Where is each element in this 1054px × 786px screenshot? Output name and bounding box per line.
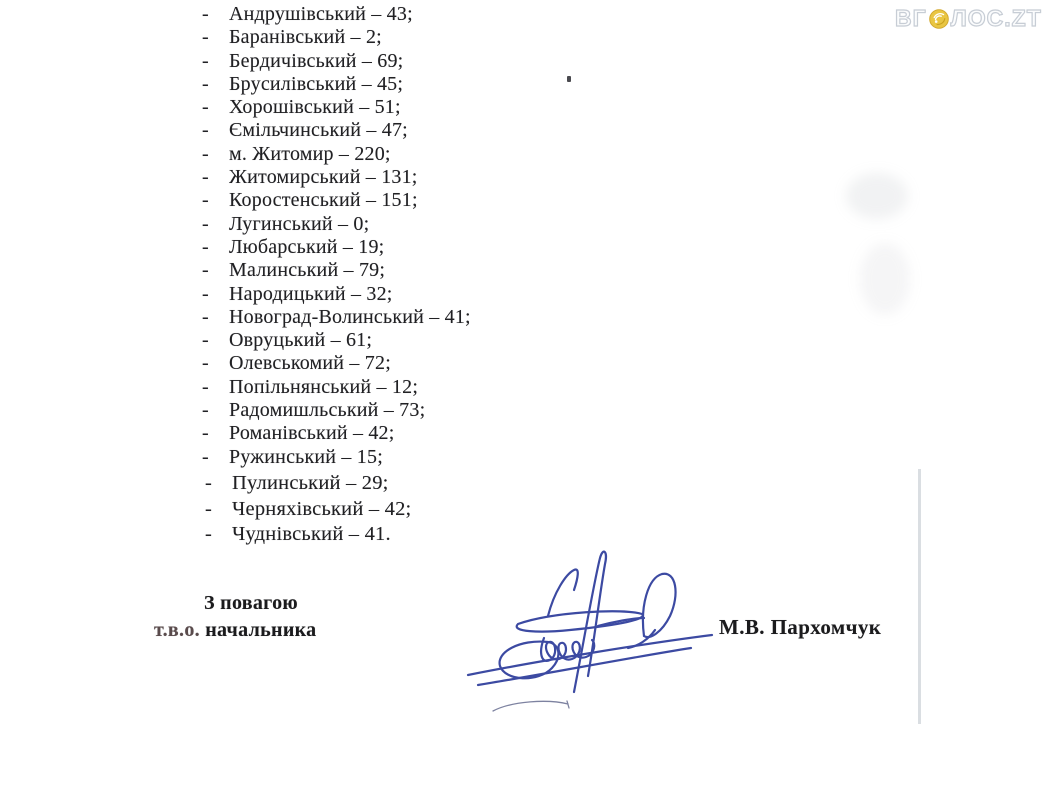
scan-smudge — [860, 243, 910, 315]
bullet-dash: - — [202, 189, 209, 212]
district-entry: Пулинський – 29; — [232, 472, 389, 494]
bullet-dash: - — [202, 445, 209, 468]
bullet-dash: - — [202, 3, 209, 25]
district-entry: Ємільчинський – 47; — [229, 119, 408, 142]
list-item — [202, 399, 471, 422]
bullet-dash: - — [202, 142, 209, 165]
watermark-prefix: ВГ — [895, 5, 927, 31]
bullet-dash: - — [202, 212, 209, 235]
district-entry: Чуднівський – 41. — [232, 523, 391, 546]
list-item — [202, 26, 471, 49]
bullet-dash: - — [205, 523, 213, 546]
list-item — [202, 189, 471, 212]
list-item — [202, 446, 471, 469]
scan-speck — [567, 76, 571, 82]
district-entry: Хорошівський – 51; — [229, 96, 401, 119]
district-entry: Лугинський – 0; — [229, 212, 370, 235]
district-entry: Малинський – 79; — [229, 259, 386, 282]
bullet-dash: - — [202, 259, 209, 282]
list-item — [202, 119, 471, 142]
district-list-upper — [202, 3, 471, 469]
district-entry: Олевськомий – 72; — [229, 352, 391, 375]
signer-name: М.В. Пархомчук — [719, 615, 882, 639]
list-item — [202, 352, 471, 375]
district-entry: Любарський – 19; — [229, 235, 385, 258]
district-entry: Брусилівський – 45; — [229, 72, 404, 95]
district-entry: Житомирський – 131; — [229, 166, 418, 189]
district-entry: Народицький – 32; — [229, 282, 393, 305]
bullet-dash: - — [202, 352, 209, 375]
district-entry: Баранівський – 2; — [229, 26, 382, 49]
closing-salutation: З повагою — [204, 592, 298, 614]
scan-smudge — [846, 173, 908, 219]
district-entry: Андрушівський – 43; — [229, 3, 413, 25]
list-item — [202, 96, 471, 119]
list-item — [202, 3, 471, 26]
district-entry: Романівський – 42; — [229, 422, 395, 445]
district-entry: м. Житомир – 220; — [229, 142, 391, 165]
bullet-dash: - — [202, 119, 209, 142]
bullet-dash: - — [205, 497, 213, 520]
district-entry: Черняхівський – 42; — [232, 497, 412, 520]
list-item — [202, 422, 471, 445]
list-item — [202, 236, 471, 259]
bullet-dash: - — [202, 49, 209, 72]
bullet-dash: - — [202, 26, 209, 49]
bullet-dash: - — [202, 305, 209, 328]
district-entry: Новоград-Волинський – 41; — [229, 305, 471, 328]
bullet-dash: - — [202, 282, 209, 305]
district-entry: Радомишльський – 73; — [229, 399, 426, 422]
list-item — [205, 471, 411, 497]
bullet-dash: - — [202, 72, 209, 95]
scan-edge-line — [918, 469, 921, 724]
bullet-dash: - — [205, 472, 213, 494]
list-item — [202, 143, 471, 166]
bullet-dash: - — [202, 235, 209, 258]
bullet-dash: - — [202, 399, 209, 422]
bullet-dash: - — [202, 96, 209, 119]
district-entry: Попільнянський – 12; — [229, 375, 419, 398]
list-item — [205, 497, 411, 523]
district-entry: Коростенський – 151; — [229, 189, 418, 212]
closing-position — [154, 619, 316, 642]
sound-wave-logo-icon — [929, 9, 949, 29]
list-item — [202, 306, 471, 329]
list-item — [202, 50, 471, 73]
district-list-lower — [205, 471, 411, 548]
position-title: начальника — [205, 619, 317, 641]
handwritten-signature — [448, 544, 788, 734]
list-item — [202, 166, 471, 189]
list-item — [202, 73, 471, 96]
bullet-dash: - — [202, 166, 209, 189]
district-entry: Ружинський – 15; — [229, 445, 383, 468]
district-entry: Бердичівський – 69; — [229, 49, 404, 72]
vgolos-zt-watermark — [895, 7, 1042, 30]
bullet-dash: - — [202, 375, 209, 398]
list-item — [202, 213, 471, 236]
list-item — [202, 376, 471, 399]
position-abbreviation: т.в.о. — [154, 619, 200, 641]
bullet-dash: - — [202, 422, 209, 445]
watermark-suffix: ЛОС.ZT — [950, 5, 1042, 31]
bullet-dash: - — [202, 329, 209, 352]
district-entry: Овруцький – 61; — [229, 329, 373, 352]
signature-fragment — [493, 701, 569, 711]
list-item — [202, 283, 471, 306]
list-item — [202, 259, 471, 282]
list-item — [205, 522, 411, 548]
list-item — [202, 329, 471, 352]
